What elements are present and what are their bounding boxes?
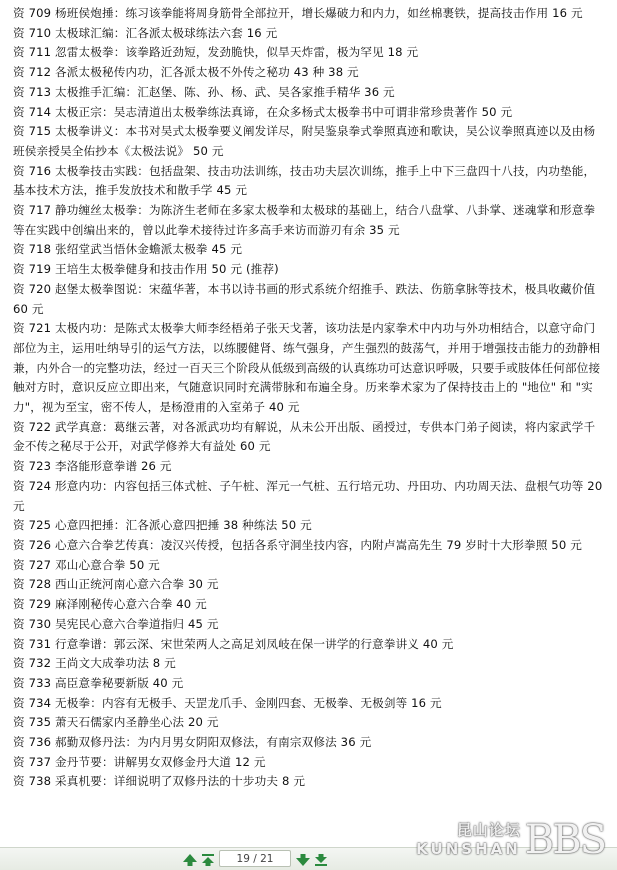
catalog-entry: 资 735 萧天石儒家内圣静坐心法 20 元 [13,715,219,730]
arrow-down-bar-icon [313,853,329,867]
catalog-entry: 资 712 各派太极秘传内功，汇各派太极不外传之秘功 43 种 38 元 [13,65,359,80]
arrow-up-bar-icon [200,853,216,867]
kunshan-bbs-watermark [416,817,605,863]
catalog-entry: 资 716 太极拳技击实践：包括盘架、技击功法训练，技击功夫层次训练，推手上中下三盘四十八技，内功垫能，基本技术方法，推手发放技术和散手学 45 元 [13,163,596,198]
catalog-entry: 资 725 心意四把捶：汇各派心意四把捶 38 种练法 50 元 [13,518,312,533]
arrow-up-icon [182,853,198,867]
catalog-entry: 资 722 武学真意：葛继云著，对各派武功均有解说，从未公开出版、函授过，专供本门弟子阅读，将内家武学千金不传之秘尽于公开，对武学修养大有益处 60 元 [13,419,596,454]
catalog-entry: 资 731 行意拳谱：郭云深、宋世荣两人之高足刘凤岐在保一讲学的行意拳讲义 40 元 [13,636,454,651]
catalog-entry: 资 709 杨班侯炮捶：练习该拳能将周身筋骨全部拉开，增长爆破力和内力，如丝棉裹铁，提高技击作用 16 元 [13,6,583,20]
catalog-entry: 资 738 采真机要：详细说明了双修丹法的十步功夫 8 元 [13,774,306,789]
catalog-entry: 资 718 张绍堂武当悟休金蟾派太极拳 45 元 [13,242,243,257]
catalog-entry: 资 717 静功缠丝太极拳：为陈济生老师在多家太极拳和太极球的基础上，结合八盘掌、八卦掌、迷魂掌和形意拳等在实践中创编出来的，曾以此拳术接待过许多高手来访而游刃有余 35 元 [13,203,596,237]
catalog-entry: 资 728 西山正统河南心意六合拳 30 元 [13,577,219,592]
catalog-entry: 资 726 心意六合拳艺传真：凌汉兴传授，包括各系守洞坐技内容，内附卢嵩高先生 79 岁时十大形拳照 50 元 [13,537,582,552]
previous-page-button[interactable] [181,852,199,868]
watermark-bbs-text: BBS [524,817,605,863]
first-page-button[interactable] [199,852,217,868]
catalog-entry: 资 720 赵堡太极拳图说：宋蕴华著，本书以诗书画的形式系统介绍推手、跌法、伤筋拿脉等技术，极具收藏价值 60 元 [13,281,596,316]
catalog-entry: 资 732 王尚文大成拳功法 8 元 [13,656,176,671]
watermark-cn-text: 昆山论坛 [456,821,521,839]
catalog-entry: 资 719 王培生太极拳健身和技击作用 50 元 (推荐) [13,262,279,277]
page-number-field[interactable]: 19 / 21 [219,850,291,867]
catalog-entry: 资 715 太极拳讲义：本书对吴式太极拳要义阐发详尽，附吴鉴泉拳式拳照真迹和歌诀，吴公议拳照真迹以及由杨班侯亲授吴全佑抄本《太极法说》 50 元 [13,124,596,158]
catalog-entry: 资 714 太极正宗：吴志清道出太极拳练法真谛，在众多杨式太极拳书中可谓非常珍贵著作 50 元 [13,104,513,119]
catalog-entry: 资 733 高臣意拳秘要新版 40 元 [13,675,184,690]
catalog-entry: 资 713 太极推手汇编：汇赵堡、陈、孙、杨、武、吴各家推手精华 36 元 [13,84,395,99]
catalog-entry: 资 727 邓山心意合拳 50 元 [13,557,160,572]
catalog-entry: 资 734 无极拳：内容有无极手、天罡龙爪手、金刚四套、无极拳、无极剑等 16 元 [13,695,442,710]
catalog-entry: 资 736 郝勤双修丹法：为内月男女阴阳双修法，有南宗双修法 36 元 [13,735,372,750]
catalog-entry: 资 710 太极球汇编：汇各派太极球练法六套 16 元 [13,25,278,40]
catalog-entry: 资 723 李洛能形意拳谱 26 元 [13,459,172,474]
catalog-entry: 资 724 形意内功：内容包括三体式桩、子午桩、浑元一气桩、五行培元功、丹田功、内功周天法、盘根气功等 20 元 [13,478,603,513]
arrow-down-icon [295,853,311,867]
watermark-en-text: KUNSHAN [416,840,521,858]
catalog-entry: 资 729 麻泽刚秘传心意六合拳 40 元 [13,597,207,612]
next-page-button[interactable] [294,852,312,868]
catalog-entry: 资 730 吴宪民心意六合拳道指归 45 元 [13,616,219,631]
catalog-entry: 资 711 忽雷太极拳：该拳路近劲短，发劲脆快，似旱天炸雷，极为罕见 18 元 [13,45,419,60]
last-page-button[interactable] [312,852,330,868]
catalog-entry: 资 721 太极内功：是陈式太极拳大师李经梧弟子张天戈著，该功法是内家拳术中内功与外功相结合，以意守命门部位为主，运用吐纳导引的运气方法，以练腰健肾、练气强身，产生强烈的鼓荡气，并用于增强技击能力的劲静相兼，内外合一的完整功法，经过一百天三个阶段从低级到高级的认真练功可达意识呼吸，只要手或肢体任何部位接触对方时，意识反应立即出来，气随意识同时充满带脉和布遍全身。历来拳术家为了保持技击上的 "地位" 和 "实力"，视为至宝，密不传人，是杨澄甫的入室弟子 40 元 [13,321,601,415]
catalog-entry: 资 737 金丹节要：讲解男女双修金丹大道 12 元 [13,754,266,769]
